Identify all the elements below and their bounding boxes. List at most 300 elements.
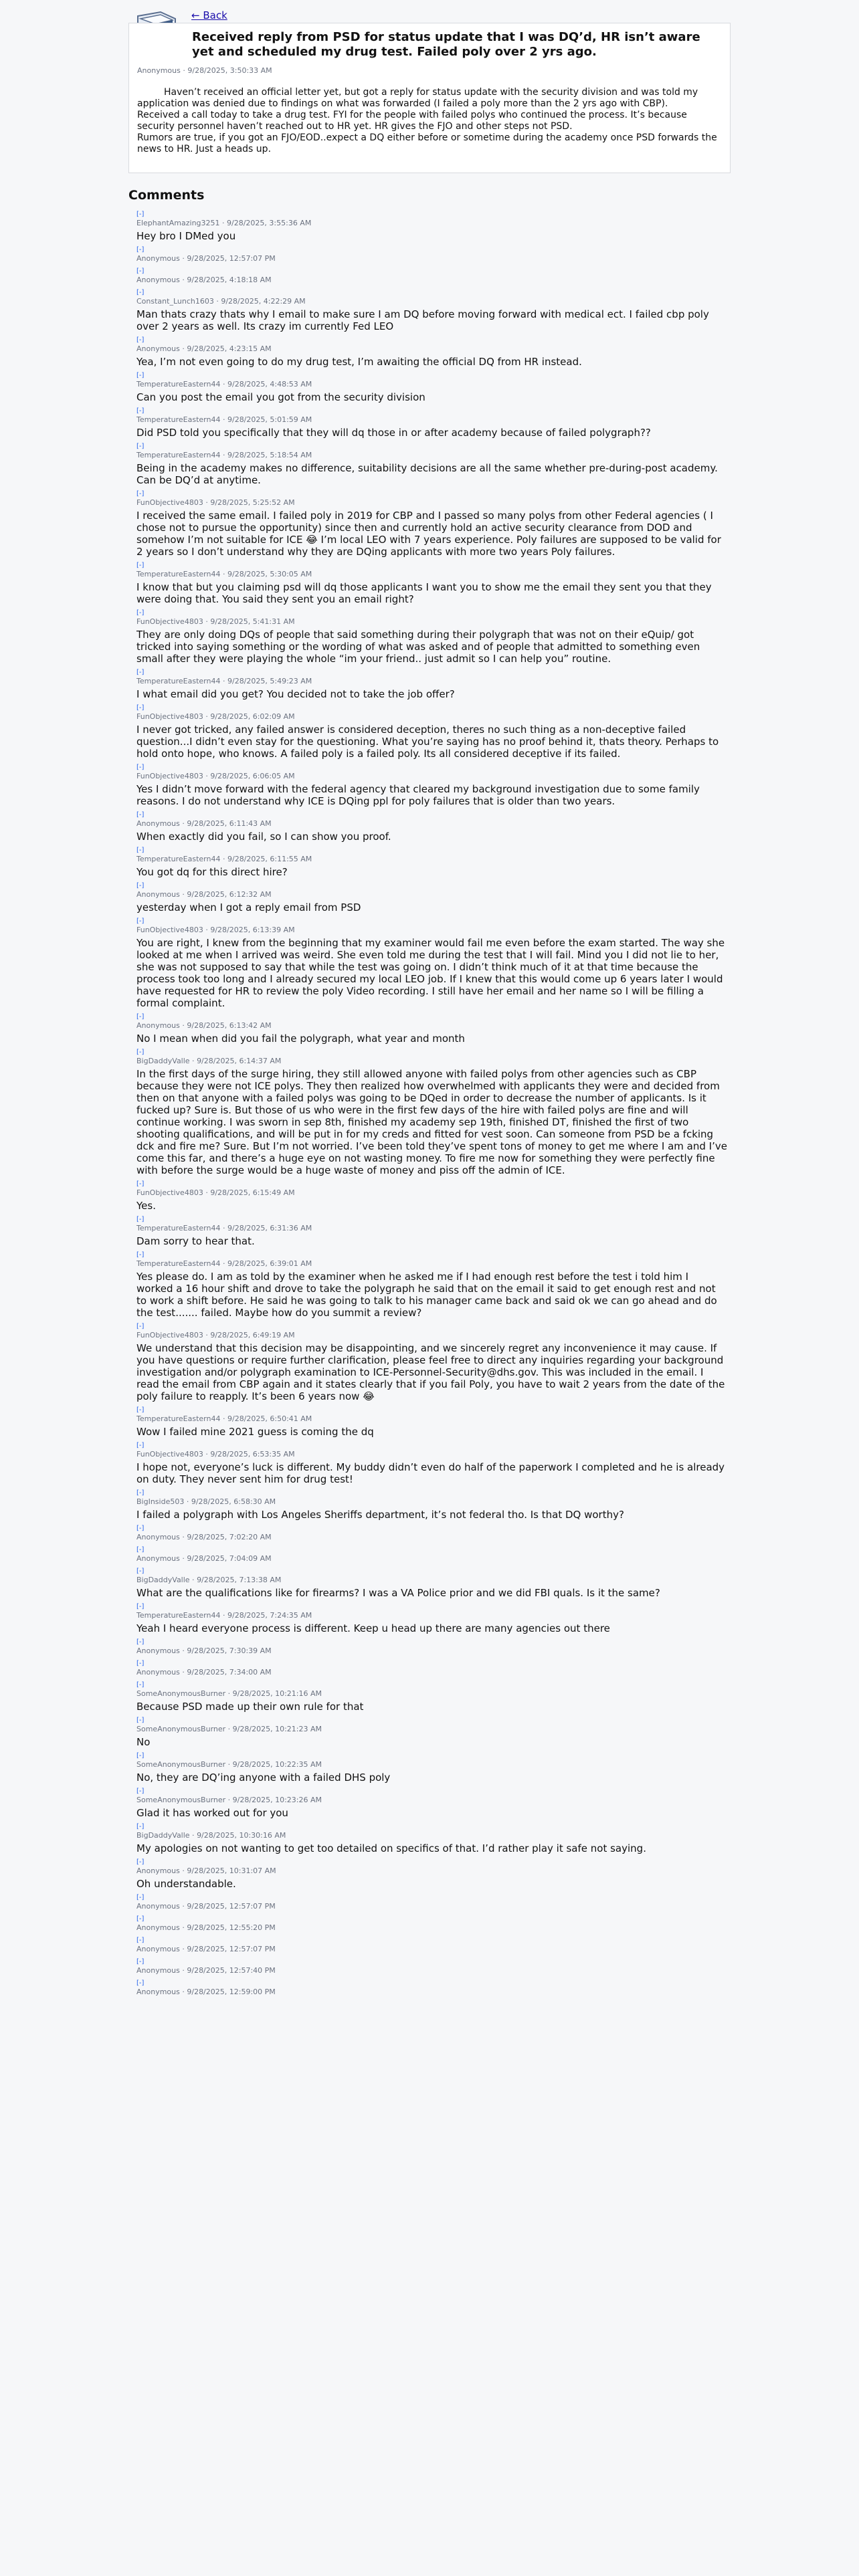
meta-separator: · (220, 677, 227, 685)
meta-separator: · (179, 344, 187, 353)
collapse-toggle[interactable]: [-] (136, 1546, 145, 1553)
comment-body: In the first days of the surge hiring, they still allowed anyone with failed polys from other agencies such as CBP because they were not ICE polys. They then realized how overwhelmed with applicants they were and decided from then on that anyone with a failed polys was going to be DQed in order to decrease the number of applicants. Is it fucked up? Sure is. But those of us who were in the first few days of the hire with failed polys are fine and will continue working. I was sworn in sep 8th, finished my academy sep 19th, finished DT, finished the first of two shooting qualifications, and will be put in for my creds and fitted for vest soon. Can someone from PSD be a fcking dck and fire me? Sure. But I’m not worried. I’ve been told they’ve spent tons of money to get me where I am and I’ve come this far, and there’s a huge eye on not wasting money. To fire me now for something they were perfectly fine with before the surge would be a huge waste of money and piss off the admin of ICE. (136, 1068, 727, 1176)
comment (136, 562, 728, 605)
comment-author[interactable]: Anonymous (136, 1646, 180, 1655)
comment-timestamp: 9/28/2025, 6:39:01 AM (227, 1259, 312, 1268)
comment-body: Hey bro I DMed you (136, 230, 236, 242)
collapse-toggle[interactable]: [-] (136, 669, 145, 676)
comment-author[interactable]: Anonymous (136, 1021, 180, 1030)
comment (136, 336, 728, 368)
collapse-toggle[interactable]: [-] (136, 1442, 145, 1449)
collapse-toggle[interactable]: [-] (136, 1823, 145, 1830)
comment-meta (136, 1760, 728, 1769)
post-author[interactable]: Anonymous (137, 66, 181, 75)
comment-body: Wow I failed mine 2021 guess is coming the dq (136, 1426, 374, 1438)
comment-timestamp: 9/28/2025, 6:11:43 AM (187, 819, 272, 828)
meta-separator: · (220, 1414, 227, 1423)
comment-meta (136, 1188, 728, 1198)
meta-separator: · (225, 1725, 233, 1733)
comment (136, 1489, 728, 1521)
comment-timestamp: 9/28/2025, 6:11:55 AM (227, 855, 312, 863)
collapse-toggle[interactable]: [-] (136, 1752, 145, 1759)
comment-author[interactable]: FunObjective4803 (136, 926, 203, 934)
comment-body: Being in the academy makes no difference, suitability decisions are all the same whether pre-during-post academy. Can be DQ’d at anytime. (136, 462, 718, 486)
comment-author[interactable]: TemperatureEastern44 (136, 570, 221, 578)
comment-timestamp: 9/28/2025, 10:22:35 AM (232, 1760, 322, 1769)
comment-meta (136, 1923, 728, 1933)
comment (136, 1013, 728, 1045)
comment-timestamp: 9/28/2025, 5:30:05 AM (227, 570, 312, 578)
comment-body: What are the qualifications like for firearms? I was a VA Police prior and we did FBI quals. Is it the same? (136, 1587, 660, 1599)
comment-meta (136, 772, 728, 781)
comment-meta (136, 1902, 728, 1911)
comment-author[interactable]: TemperatureEastern44 (136, 1224, 221, 1232)
collapse-toggle[interactable]: [-] (136, 882, 145, 889)
comment (136, 246, 728, 263)
comment-timestamp: 9/28/2025, 6:06:05 AM (210, 772, 295, 780)
comment-meta (136, 1021, 728, 1031)
comment-timestamp: 9/28/2025, 12:57:07 PM (187, 1902, 276, 1911)
comment-meta (136, 1331, 728, 1340)
collapse-toggle[interactable]: [-] (136, 811, 145, 819)
comment-author[interactable]: Anonymous (136, 819, 180, 828)
comment-author[interactable]: TemperatureEastern44 (136, 1611, 221, 1620)
meta-separator: · (220, 1224, 227, 1232)
comment-author[interactable]: FunObjective4803 (136, 617, 203, 626)
meta-separator: · (225, 1689, 233, 1698)
meta-separator: · (179, 1966, 187, 1975)
collapse-toggle[interactable]: [-] (136, 1603, 145, 1610)
comment (136, 1603, 728, 1634)
post-card (128, 23, 731, 173)
collapse-toggle[interactable]: [-] (136, 1251, 145, 1259)
meta-separator: · (189, 1576, 197, 1584)
comment-timestamp: 9/28/2025, 6:53:35 AM (210, 1450, 295, 1459)
comment-body: I failed a polygraph with Los Angeles Sheriffs department, it’s not federal tho. Is that DQ worthy? (136, 1509, 624, 1521)
collapse-toggle[interactable]: [-] (136, 1406, 145, 1414)
comment-author[interactable]: BigDaddyValle (136, 1831, 190, 1840)
comment (136, 1979, 728, 1997)
comment-author[interactable]: ElephantAmazing3251 (136, 219, 220, 227)
comment (136, 1216, 728, 1247)
comment-body: Yea, I’m not even going to do my drug test, I’m awaiting the official DQ from HR instead. (136, 356, 582, 368)
meta-separator: · (203, 1450, 211, 1459)
comment-author[interactable]: Anonymous (136, 1866, 180, 1875)
meta-separator: · (179, 1902, 187, 1911)
collapse-toggle[interactable]: [-] (136, 1894, 145, 1901)
meta-separator: · (179, 1923, 187, 1932)
comment (136, 211, 728, 242)
comment-body: Because PSD made up their own rule for that (136, 1701, 364, 1713)
comment-timestamp: 9/28/2025, 10:31:07 AM (187, 1866, 276, 1875)
collapse-toggle[interactable]: [-] (136, 407, 145, 415)
collapse-toggle[interactable]: [-] (136, 1525, 145, 1532)
comment-timestamp: 9/28/2025, 6:13:42 AM (187, 1021, 272, 1030)
comment-timestamp: 9/28/2025, 12:59:00 PM (187, 1988, 276, 1996)
comment-timestamp: 9/28/2025, 12:57:07 PM (187, 254, 276, 263)
comment-meta (136, 570, 728, 579)
comment-author[interactable]: TemperatureEastern44 (136, 677, 221, 685)
comment-timestamp: 9/28/2025, 6:14:37 AM (197, 1057, 282, 1065)
collapse-toggle[interactable]: [-] (136, 918, 145, 925)
collapse-toggle[interactable]: [-] (136, 289, 145, 296)
meta-separator: · (225, 1760, 233, 1769)
comment-timestamp: 9/28/2025, 5:25:52 AM (210, 498, 295, 507)
comment-timestamp: 9/28/2025, 10:21:23 AM (232, 1725, 322, 1733)
comment-timestamp: 9/28/2025, 12:57:40 PM (187, 1966, 276, 1975)
comment-body: We understand that this decision may be disappointing, and we sincerely regret any inconvenience it may cause. If you have questions or require further clarification, please feel free to direct any inquiries regarding your background investigation and/or polygraph examination to ICE-Personnel-Security@dhs.gov. This was included in the email. I read the email from CBP again and it states clearly that if you fail Poly, you have to wait 2 years from the date of the poly failure to reapply. It’s been 6 years now 😂 (136, 1342, 725, 1402)
meta-separator: · (179, 1646, 187, 1655)
meta-separator: · (189, 1831, 197, 1840)
comment-author[interactable]: FunObjective4803 (136, 772, 203, 780)
meta-separator: · (220, 855, 227, 863)
comment (136, 1251, 728, 1319)
collapse-toggle[interactable]: [-] (136, 764, 145, 771)
post-title: Received reply from PSD for status update that I was DQ’d, HR isn’t aware yet and scheduled my drug test. Failed poly over 2 yrs ago. (192, 30, 700, 59)
comment (136, 1858, 728, 1890)
comment-meta (136, 1689, 728, 1699)
collapse-toggle[interactable]: [-] (136, 1979, 145, 1987)
meta-separator: · (203, 1331, 211, 1339)
comment-meta (136, 1966, 728, 1975)
meta-separator: · (179, 1554, 187, 1563)
comment (136, 1937, 728, 1954)
collapse-toggle[interactable]: [-] (136, 1717, 145, 1724)
comment-meta (136, 254, 728, 263)
meta-separator: · (179, 1988, 187, 1996)
comments-heading: Comments (128, 188, 205, 203)
comment-timestamp: 9/28/2025, 6:15:49 AM (210, 1188, 295, 1197)
meta-separator: · (179, 890, 187, 899)
comment (136, 490, 728, 558)
comment-author[interactable]: Anonymous (136, 1902, 180, 1911)
comment-meta (136, 344, 728, 354)
collapse-toggle[interactable]: [-] (136, 562, 145, 569)
meta-separator: · (220, 451, 227, 459)
comment (136, 1049, 728, 1176)
comment-author[interactable]: Anonymous (136, 1966, 180, 1975)
collapse-toggle[interactable]: [-] (136, 1049, 145, 1056)
comment-author[interactable]: Anonymous (136, 1668, 180, 1677)
top-bar (128, 9, 731, 23)
collapse-toggle[interactable]: [-] (136, 1013, 145, 1021)
comment (136, 704, 728, 760)
comment-meta (136, 819, 728, 829)
comment-body: I never got tricked, any failed answer is considered deception, theres no such thing as a non-deceptive failed question...I didn’t even stay for the questioning. What you’re saying has no proof behind it, thats theory. Perhaps to hold onto hope, who knows. A failed poly is a failed poly. Its all considered deceptive if its failed. (136, 724, 719, 760)
comment (136, 372, 728, 403)
comment-timestamp: 9/28/2025, 4:23:15 AM (187, 344, 272, 353)
comment-body: No I mean when did you fail the polygraph, what year and month (136, 1033, 465, 1045)
comment-timestamp: 9/28/2025, 5:49:23 AM (227, 677, 312, 685)
comment-body: You got dq for this direct hire? (136, 866, 288, 878)
comment-body: You are right, I knew from the beginning that my examiner would fail me even before the exam started. The way she looked at me when I arrived was weird. She even told me during the test that I will fail. Mind you I did not lie to her, she was not supposed to say that while the test was going on. I didn’t think much of it at that time because the process took too long and I already secured my local LEO job. If I knew that this would come up 6 years later I would have requested for HR to review the poly Video recording. I still have her email and her name so I will be filling a formal complaint. (136, 937, 725, 1009)
comment-meta (136, 498, 728, 508)
collapse-toggle[interactable]: [-] (136, 1216, 145, 1223)
comment-author[interactable]: Anonymous (136, 1945, 180, 1953)
post-paragraph: Received a call today to take a drug test. FYI for the people with failed polys who continued the process. It’s because security personnel haven’t reached out to HR yet. HR gives the FJO and other steps not PSD. (137, 110, 687, 132)
meta-separator: · (219, 219, 227, 227)
comment-meta (136, 1611, 728, 1620)
comment-author[interactable]: TemperatureEastern44 (136, 451, 221, 459)
comment-body: Glad it has worked out for you (136, 1807, 288, 1819)
comment-body: I know that but you claiming psd will dq those applicants I want you to show me the email they sent you that they were doing that. You said they sent you an email right? (136, 581, 712, 605)
collapse-toggle[interactable]: [-] (136, 1788, 145, 1795)
comment (136, 1180, 728, 1212)
comment-meta (136, 219, 728, 228)
comment-author[interactable]: SomeAnonymousBurner (136, 1725, 226, 1733)
comment (136, 1568, 728, 1599)
post-paragraph: Haven’t received an official letter yet, but got a reply for status update with the security division and was told my application was denied due to findings on what was forwarded (I failed a poly more than the 2 yrs ago with CBP). (137, 87, 698, 109)
comment-meta (136, 1796, 728, 1805)
collapse-toggle[interactable]: [-] (136, 1638, 145, 1646)
comment-body: No, they are DQ’ing anyone with a failed DHS poly (136, 1772, 391, 1784)
meta-separator: · (179, 276, 187, 284)
collapse-toggle[interactable]: [-] (136, 1323, 145, 1330)
comment-meta (136, 1259, 728, 1269)
meta-separator: · (179, 1668, 187, 1677)
comment (136, 764, 728, 807)
collapse-toggle[interactable]: [-] (136, 1568, 145, 1575)
comment (136, 811, 728, 843)
comment-meta (136, 855, 728, 864)
comment-body: Did PSD told you specifically that they will dq those in or after academy because of failed polygraph?? (136, 427, 651, 439)
comment-meta (136, 1646, 728, 1656)
comment-meta (136, 1450, 728, 1459)
collapse-toggle[interactable]: [-] (136, 1858, 145, 1866)
comment-author[interactable]: Anonymous (136, 254, 180, 263)
comment-timestamp: 9/28/2025, 10:23:26 AM (232, 1796, 322, 1804)
comment-meta (136, 1668, 728, 1677)
comment (136, 407, 728, 439)
comment-meta (136, 297, 728, 306)
collapse-toggle[interactable]: [-] (136, 336, 145, 344)
comment (136, 1915, 728, 1933)
comment-meta (136, 617, 728, 627)
comment-author[interactable]: SomeAnonymousBurner (136, 1796, 226, 1804)
comment-author[interactable]: Anonymous (136, 890, 180, 899)
meta-separator: · (220, 1259, 227, 1268)
comment-timestamp: 9/28/2025, 6:49:19 AM (210, 1331, 295, 1339)
comment-meta (136, 1497, 728, 1507)
comment-timestamp: 9/28/2025, 7:13:38 AM (197, 1576, 282, 1584)
comment (136, 1406, 728, 1438)
comment (136, 847, 728, 878)
collapse-toggle[interactable]: [-] (136, 1915, 145, 1923)
comment-timestamp: 9/28/2025, 7:02:20 AM (187, 1533, 272, 1541)
comment-timestamp: 9/28/2025, 7:34:00 AM (187, 1668, 272, 1677)
comment-body: Man thats crazy thats why I email to make sure I am DQ before moving forward with medical ect. I failed cbp poly over 2 years as well. Its crazy im currently Fed LEO (136, 308, 709, 332)
comment-author[interactable]: SomeAnonymousBurner (136, 1760, 226, 1769)
comment-body: I what email did you get? You decided not to take the job offer? (136, 688, 455, 700)
comment (136, 669, 728, 700)
comment-author[interactable]: FunObjective4803 (136, 498, 203, 507)
comment-meta (136, 1414, 728, 1424)
comment-meta (136, 415, 728, 425)
comment (136, 1660, 728, 1677)
collapse-toggle[interactable]: [-] (136, 1937, 145, 1944)
comment (136, 1958, 728, 1975)
meta-separator: · (179, 1533, 187, 1541)
comment-timestamp: 9/28/2025, 7:24:35 AM (227, 1611, 312, 1620)
comment (136, 609, 728, 665)
comment-author[interactable]: Anonymous (136, 1923, 180, 1932)
comment (136, 1638, 728, 1656)
comment (136, 1894, 728, 1911)
meta-separator: · (184, 1497, 191, 1506)
meta-separator: · (189, 1057, 197, 1065)
meta-separator: · (179, 819, 187, 828)
meta-separator: · (179, 1945, 187, 1953)
post-body (137, 87, 722, 155)
collapse-toggle[interactable]: [-] (136, 847, 145, 854)
comment-body: They are only doing DQs of people that said something during their polygraph that was not on their eQuip/ got tricked into saying something or the wording of what was asked and of people that admitted to something even small after they were playing the whole “im your friend.. just admit so I can help you” routine. (136, 629, 700, 665)
collapse-toggle[interactable]: [-] (136, 1489, 145, 1497)
collapse-toggle[interactable]: [-] (136, 211, 145, 218)
comment-author[interactable]: Anonymous (136, 1554, 180, 1563)
comment (136, 289, 728, 332)
comment-body: I received the same email. I failed poly in 2019 for CBP and I passed so many polys from other Federal agencies ( I chose not to pursue the opportunity) since then and currently hold an active security clearance from DOD and somehow I’m not suitable for ICE 😂 I’m local LEO with 7 years experience. Poly failures are supposed to be valid for 2 years so I don’t understand why they are DQing applicants with more two years Poly failures. (136, 510, 721, 558)
comment-meta (136, 712, 728, 722)
comment-author[interactable]: TemperatureEastern44 (136, 1414, 221, 1423)
meta-separator: · (203, 712, 211, 721)
comment-body: No (136, 1736, 151, 1748)
comment-author[interactable]: Constant_Lunch1603 (136, 297, 214, 306)
comment-author[interactable]: TemperatureEastern44 (136, 855, 221, 863)
meta-separator: · (203, 926, 211, 934)
comment-author[interactable]: TemperatureEastern44 (136, 415, 221, 424)
comment-author[interactable]: FunObjective4803 (136, 712, 203, 721)
comment-meta (136, 1866, 728, 1876)
comment (136, 1717, 728, 1748)
comment-author[interactable]: Anonymous (136, 1988, 180, 1996)
comment-timestamp: 9/28/2025, 6:50:41 AM (227, 1414, 312, 1423)
comment-author[interactable]: FunObjective4803 (136, 1450, 203, 1459)
comment-author[interactable]: TemperatureEastern44 (136, 1259, 221, 1268)
comment-timestamp: 9/28/2025, 7:30:39 AM (187, 1646, 272, 1655)
comment-timestamp: 9/28/2025, 3:55:36 AM (227, 219, 312, 227)
comment (136, 443, 728, 486)
meta-separator: · (183, 66, 188, 75)
collapse-toggle[interactable]: [-] (136, 609, 145, 617)
comment-author[interactable]: BigDaddyValle (136, 1576, 190, 1584)
meta-separator: · (213, 297, 221, 306)
comment-body: Yes please do. I am as told by the examiner when he asked me if I had enough rest before the test i told him I worked a 16 hour shift and drove to take the polygraph he said that on the email it said to get enough rest and not to work a shift before. He said he was going to talk to his manager came back and said ok we can go ahead and do the test....... failed. Maybe how do you summit a review? (136, 1271, 717, 1319)
comment-meta (136, 1554, 728, 1564)
comment-author[interactable]: Anonymous (136, 1533, 180, 1541)
comment-body: yesterday when I got a reply email from PSD (136, 901, 361, 914)
comment-author[interactable]: BigInside503 (136, 1497, 185, 1506)
comment-meta (136, 451, 728, 460)
comment (136, 1788, 728, 1819)
comment-meta (136, 1945, 728, 1954)
collapse-toggle[interactable]: [-] (136, 1180, 145, 1188)
comment-author[interactable]: Anonymous (136, 276, 180, 284)
comment-meta (136, 1533, 728, 1542)
collapse-toggle[interactable]: [-] (136, 246, 145, 253)
comment-meta (136, 1057, 728, 1066)
comment-timestamp: 9/28/2025, 10:21:16 AM (232, 1689, 322, 1698)
comment-body: Yes. (136, 1200, 156, 1212)
comment-timestamp: 9/28/2025, 5:41:31 AM (210, 617, 295, 626)
comment-meta (136, 1831, 728, 1840)
comment-timestamp: 9/28/2025, 12:57:07 PM (187, 1945, 276, 1953)
meta-separator: · (220, 570, 227, 578)
comment-timestamp: 9/28/2025, 6:13:39 AM (210, 926, 295, 934)
comment-timestamp: 9/28/2025, 5:01:59 AM (227, 415, 312, 424)
comment (136, 918, 728, 1009)
collapse-toggle[interactable]: [-] (136, 267, 145, 275)
collapse-toggle[interactable]: [-] (136, 1681, 145, 1689)
comment-meta (136, 1988, 728, 1997)
back-link[interactable]: ← Back (191, 9, 227, 21)
meta-separator: · (203, 1188, 211, 1197)
comment (136, 267, 728, 285)
meta-separator: · (179, 254, 187, 263)
comment (136, 1525, 728, 1542)
page-container (128, 0, 731, 1997)
meta-separator: · (179, 1866, 187, 1875)
comment-body: My apologies on not wanting to get too detailed on specifics of that. I’d rather play it safe not saying. (136, 1842, 646, 1854)
comment (136, 1752, 728, 1784)
meta-separator: · (220, 415, 227, 424)
collapse-toggle[interactable]: [-] (136, 372, 145, 379)
meta-separator: · (225, 1796, 233, 1804)
comment-timestamp: 9/28/2025, 6:58:30 AM (191, 1497, 276, 1506)
comment-timestamp: 9/28/2025, 4:48:53 AM (227, 380, 312, 389)
comment-body: When exactly did you fail, so I can show you proof. (136, 831, 391, 843)
collapse-toggle[interactable]: [-] (136, 443, 145, 450)
comment-author[interactable]: SomeAnonymousBurner (136, 1689, 226, 1698)
meta-separator: · (220, 1611, 227, 1620)
comment-meta (136, 1224, 728, 1233)
comment-meta (136, 1725, 728, 1734)
meta-separator: · (179, 1021, 187, 1030)
comment-author[interactable]: FunObjective4803 (136, 1188, 203, 1197)
comment-body: Oh understandable. (136, 1878, 236, 1890)
meta-separator: · (203, 772, 211, 780)
comment-meta (136, 1576, 728, 1585)
collapse-toggle[interactable]: [-] (136, 1660, 145, 1667)
comment-body: Can you post the email you got from the security division (136, 391, 425, 403)
comment-author[interactable]: Anonymous (136, 344, 180, 353)
comment-meta (136, 926, 728, 935)
comment-body: Dam sorry to hear that. (136, 1235, 255, 1247)
comment-meta (136, 677, 728, 686)
comment-author[interactable]: BigDaddyValle (136, 1057, 190, 1065)
comment-timestamp: 9/28/2025, 4:18:18 AM (187, 276, 272, 284)
comment-timestamp: 9/28/2025, 6:12:32 AM (187, 890, 272, 899)
comment-author[interactable]: TemperatureEastern44 (136, 380, 221, 389)
comment-timestamp: 9/28/2025, 7:04:09 AM (187, 1554, 272, 1563)
collapse-toggle[interactable]: [-] (136, 1958, 145, 1965)
comment-meta (136, 890, 728, 899)
collapse-toggle[interactable]: [-] (136, 490, 145, 498)
meta-separator: · (220, 380, 227, 389)
meta-separator: · (203, 498, 211, 507)
post-timestamp: 9/28/2025, 3:50:33 AM (187, 66, 272, 75)
comment (136, 1823, 728, 1854)
comment (136, 1442, 728, 1485)
comment-body: Yeah I heard everyone process is different. Keep u head up there are many agencies out there (136, 1622, 610, 1634)
collapse-toggle[interactable]: [-] (136, 704, 145, 712)
comment-meta (136, 380, 728, 389)
comment-timestamp: 9/28/2025, 10:30:16 AM (197, 1831, 286, 1840)
comment-body: I hope not, everyone’s luck is different. My buddy didn’t even do half of the paperwork I completed and he is already on duty. They never sent him for drug test! (136, 1461, 725, 1485)
comment (136, 1323, 728, 1402)
comments-list (128, 211, 731, 1997)
comment-author[interactable]: FunObjective4803 (136, 1331, 203, 1339)
comment-timestamp: 9/28/2025, 5:18:54 AM (227, 451, 312, 459)
